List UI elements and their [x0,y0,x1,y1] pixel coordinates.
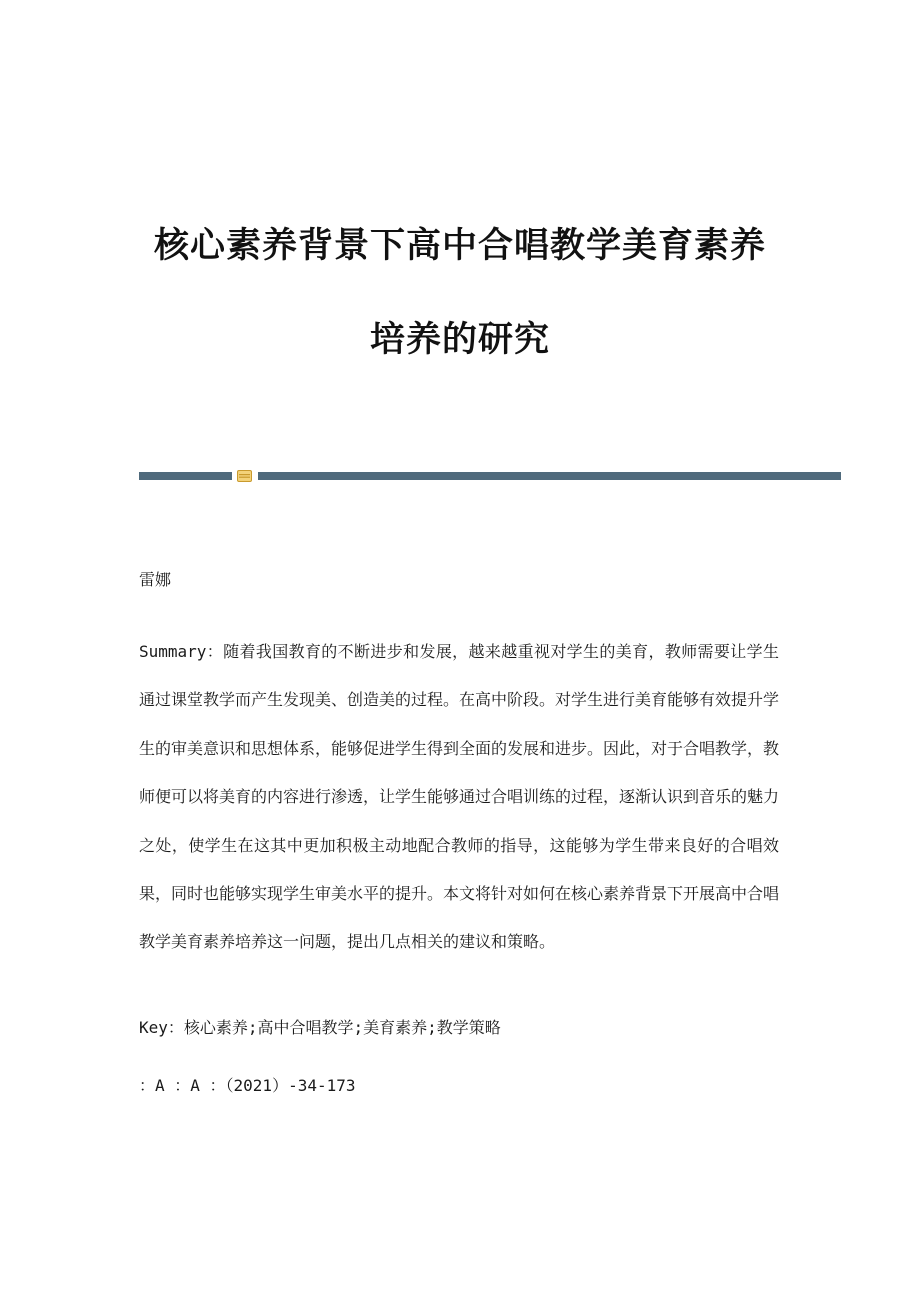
summary-text: 随着我国教育的不断进步和发展，越来越重视对学生的美育，教师需要让学生通过课堂教学而产生发现美、创造美的过程。在高中阶段。对学生进行美育能够有效提升学生的审美意识和思想体系，能够促进学生得到全面的发展和进步。因此，对于合唱教学，教师便可以将美育的内容进行渗透，让学生能够通过合唱训练的过程，逐渐认识到音乐的魅力之处，使学生在这其中更加积极主动地配合教师的指导，这能够为学生带来良好的合唱效果，同时也能够实现学生审美水平的提升。本文将针对如何在核心素养背景下开展高中合唱教学美育素养培养这一问题，提出几点相关的建议和策略。 [139,642,780,952]
keywords-line [139,1018,779,1038]
classification-line: ：A ：A ：（2021）-34-173 [139,1076,356,1095]
divider-bar-left [139,472,232,480]
document-title-line-2: 培养的研究 [369,319,550,360]
summary-label: Summary： [139,642,224,661]
envelope-ornament-icon [237,470,252,482]
keywords-text: 核心素养;高中合唱教学;美育素养;教学策略 [183,1018,501,1037]
author-name: 雷娜 [139,570,172,589]
title-divider [139,470,841,482]
keywords-label: Key： [139,1018,184,1037]
document-title-line-1: 核心素养背景下高中合唱教学美育素养 [153,225,766,266]
divider-bar-right [258,472,841,480]
summary-paragraph [139,628,779,967]
